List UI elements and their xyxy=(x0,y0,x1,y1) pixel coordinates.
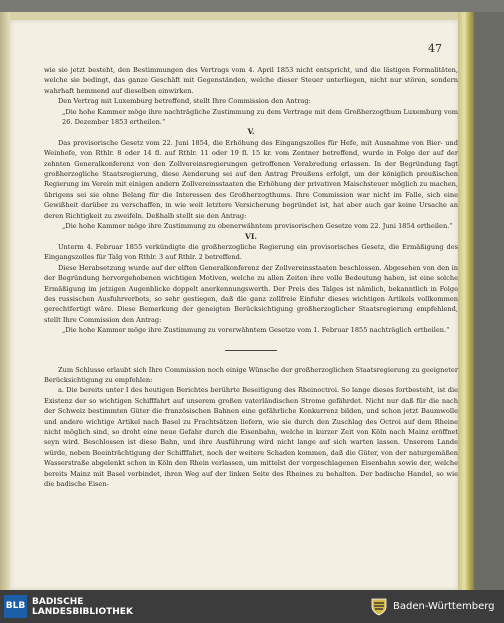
page-text xyxy=(44,65,458,489)
footer-bar xyxy=(0,590,504,623)
motion-quote: „Die hohe Kammer möge ihre Zustimmung zu vorerwähntem Gesetze vom 1. Februar 1855 nachträglich ertheilen.“ xyxy=(62,326,450,335)
paragraph: Unterm 4. Februar 1855 verkündigte die großherzogliche Regierung ein provisorisches Gesetz, die Ermäßigung des Eingangszolles für Talg von Rthlr. 3 auf Rthlr. 2 betreffend. xyxy=(44,242,458,262)
section-heading: V. xyxy=(247,127,255,137)
book-scan xyxy=(0,12,476,590)
section-divider xyxy=(225,350,277,351)
book-cover-edge xyxy=(458,12,474,590)
paragraph: Das provisorische Gesetz vom 22. Juni 1854, die Erhöhung des Eingangszolles für Hefe, mit Ausnahme von Bier- und Weinhefe, von Rthlr. 8 oder 14 fl. auf Rthlr. 11 oder 19 fl. 15 kr. vom Zentner betreffend, wurde in Folge der auf der zehnten Generalkonferenz von den Zollvereinsregierungen getroffenen Verabredung erlassen. In der Begründung fagt großherzogliche Staatsregierung, diese Aenderung sei auf den Antrag Preußens erfolgt, um der königlich preußischen Regierung im Verein mit einigen andern Zollvereinsstaaten die Erhöhung der privativen Maischsteuer möglich zu machen, übrigens sei sie ohne Belang für die Interessen des Großherzogthums. Ihre Commission war nicht im Falle, sich eine Gewißheit darüber zu verschaffen, in wie weit letztere Versicherung begründet ist, hat aber auch gar keine Ursache an deren Richtigkeit zu zweifeln. Deßhalb stellt sie den Antrag: xyxy=(44,138,458,220)
scan-background xyxy=(474,12,504,590)
book-page xyxy=(10,20,458,590)
paragraph: Zum Schlusse erlaubt sich Ihre Commission noch einige Wünsche der großherzoglichen Staatsregierung zu geeigneter Berücksichtigung zu empfehlen: xyxy=(44,365,458,384)
blb-name-line-1: BADISCHE xyxy=(32,597,84,607)
paragraph: Den Vertrag mit Luxemburg betreffend, stellt Ihre Commission den Antrag: xyxy=(58,97,311,106)
blb-name xyxy=(32,597,133,617)
page-stack-edge xyxy=(0,12,10,590)
paragraph: wie sie jetzt besteht, den Bestimmungen des Vertrags vom 4. April 1853 nicht entspricht, und die lästigen Formalitäten, welche sie bedingt, das ganze Geschäft mit Gegenständen, welche dieser Steuer unterliegen, nicht nur stören, sondern wahrhaft hemmend auf dieselben einwirken. xyxy=(44,66,458,95)
bw-coat-of-arms-icon xyxy=(370,598,388,616)
section-heading: VI. xyxy=(245,231,257,241)
blb-logo[interactable]: BLB xyxy=(4,595,27,618)
paragraph: Diese Herabsetzung wurde auf der elften Generalkonferenz der Zollvereinsstaaten beschlossen. Abgesehen von den in der Begründung hervorgehobenen wichtigen Motiven, welche zu allen Zeiten ihre volle Bedeutung haben, ist eine solche Ermäßigung im jetzigen Augenblicke doppelt anerkennungswerth. Der Preis des Talges ist nämlich, bekanntlich in Folge des russischen Ausfuhrverbots, so sehr gestiegen, daß die ganz zollfreie Einfuhr dieses wichtigen Artikels vollkommen gerechtfertigt wäre. Diese Bemerkung der geneigten Berücksichtigung großherzoglicher Staatsregierung empfehlend, stellt Ihre Commission den Antrag: xyxy=(44,263,458,324)
bw-name[interactable]: Baden-Württemberg xyxy=(393,601,495,612)
page-number: 47 xyxy=(428,42,442,55)
paragraph: a. Die bereits unter I des heutigen Berichtes berührte Beseitigung des Rheinoctroi. So lange dieses fortbesteht, ist die Existenz der so wichtigen Schifffahrt auf unserem großen vaterländischen Strome gefährdet. Nicht nur daß für die nach der Schweiz bestimmten Güter die französischen Bahnen eine gefährliche Konkurrenz bilden, und schon jetzt Baumwolle und andere wichtige Artikel nach Basel zu Frachtsätzen liefern, wie sie durch den Zuschlag des Octroi auf dem Rheine nicht möglich sind, so droht eine neue Gefahr durch die Eisenbahn, welche in kurzer Zeit von Köln nach Mainz eröffnet seyn wird. Beschlossen ist diese Bahn, und ihre Ausführung wird nicht lange auf sich warten lassen. Unserem Lande würde, neben Beeinträchtigung der Schifffahrt, noch der weitere Schaden kommen, daß die Güter, von der naturgemäßen Wasserstraße abgelenkt schon in Köln den Rhein verlassen, um mittelst der vorgeschlagenen Eisenbahn sowie der, welche bereits Mainz mit Basel verbindet, ihren Weg auf der linken Seite des Rheines zu behalten. Der badische Handel, so wie die badische Eisen- xyxy=(44,386,458,489)
motion-quote: „Die hohe Kammer möge ihre nachträgliche Zustimmung zu dem Vertrage mit dem Großherzogthum Luxemburg vom 26. Dezember 1853 ertheilen.“ xyxy=(62,107,458,127)
blb-name-line-2: LANDESBIBLIOTHEK xyxy=(32,607,133,617)
motion-quote: „Die hohe Kammer möge ihre Zustimmung zu obenerwähntem provisorischen Gesetze vom 22. Juni 1854 ertheilen.“ xyxy=(62,222,453,231)
